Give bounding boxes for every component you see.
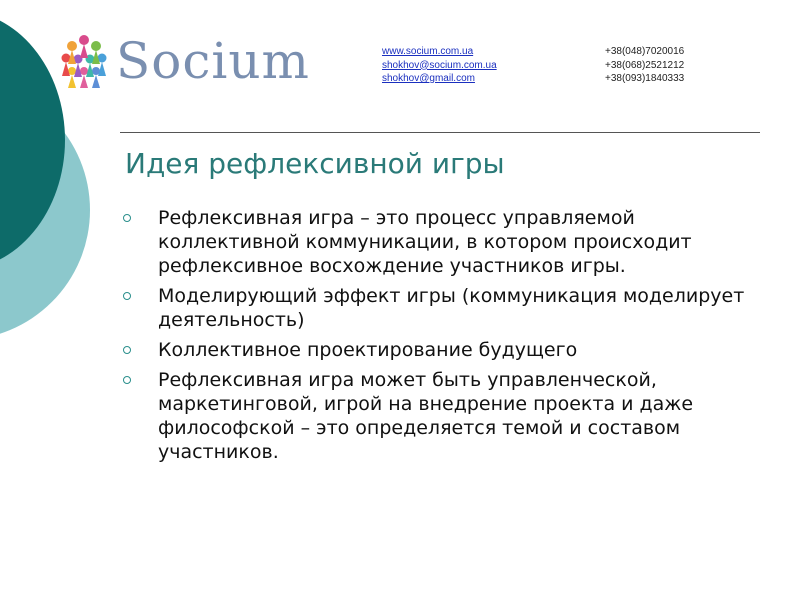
bullet-item: [120, 338, 760, 362]
bullet-text: Рефлексивная игра – это процесс управляемой коллективной коммуникации, в котором происходит рефлексивное восхождение участников игры.: [158, 207, 692, 277]
logo: [58, 32, 310, 90]
phone-number: +38(048)7020016: [605, 46, 685, 57]
people-cluster-logo-icon: [58, 32, 110, 90]
contact-phones: [605, 45, 684, 86]
bullet-text: Рефлексивная игра может быть управленческой, маркетинговой, игрой на внедрение проекта и даже философской – это определяется темой и составом участников.: [158, 369, 694, 463]
bullet-circle-icon: [123, 292, 131, 300]
email-link-primary[interactable]: shokhov@socium.com.ua: [382, 59, 497, 71]
bullet-item: [120, 368, 760, 464]
divider: [120, 132, 760, 133]
email-link-secondary[interactable]: shokhov@gmail.com: [382, 73, 475, 84]
phone-number: +38(068)2521212: [605, 59, 685, 71]
phone-number: +38(093)1840333: [605, 73, 685, 84]
bullet-item: [120, 284, 760, 332]
bullet-text: Коллективное проектирование будущего: [158, 339, 578, 361]
bullet-circle-icon: [123, 376, 131, 384]
bullet-item: [120, 206, 760, 278]
website-link[interactable]: www.socium.com.ua: [382, 46, 474, 57]
contact-links: [382, 45, 497, 86]
logo-text: Socium: [116, 32, 310, 90]
bullet-text: Моделирующий эффект игры (коммуникация моделирует деятельность): [158, 285, 745, 331]
slide-title: Идея рефлексивной игры: [125, 147, 505, 180]
bullet-circle-icon: [123, 346, 131, 354]
bullet-circle-icon: [123, 214, 131, 222]
bullet-list: [120, 206, 760, 470]
